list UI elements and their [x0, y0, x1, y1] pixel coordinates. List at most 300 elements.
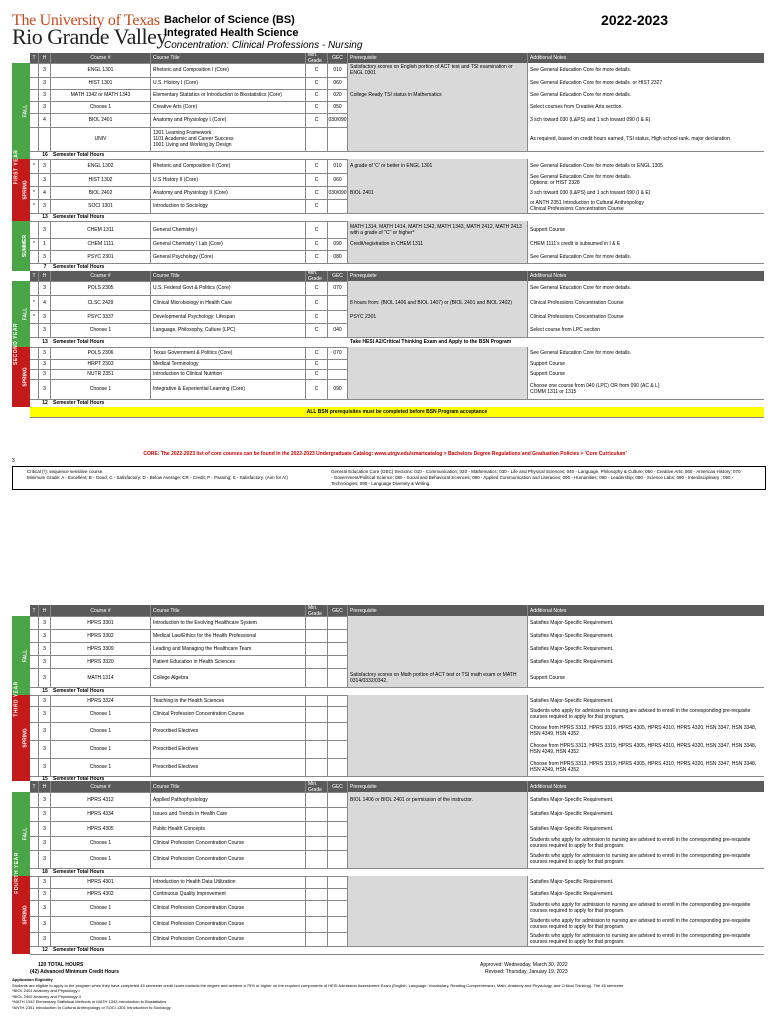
- course-gec: 020: [328, 89, 348, 101]
- course-hours: 3: [39, 932, 51, 946]
- course-hours: 3: [39, 850, 51, 868]
- course-row: [30, 281, 764, 296]
- course-number: Choose 1: [51, 900, 151, 916]
- course-row: [30, 668, 764, 688]
- course-critical: [30, 101, 39, 113]
- course-min-grade: [306, 127, 328, 151]
- course-gec: 030/090: [328, 186, 348, 199]
- course-number: CLSC 2429: [51, 295, 151, 310]
- course-hours: 3: [39, 323, 51, 337]
- total-hours: 120 TOTAL HOURS: [38, 962, 84, 968]
- course-title: Medical Law/Ethics for the Health Professional: [151, 629, 306, 642]
- university-logo-line2: Rio Grande Valley: [12, 24, 167, 49]
- course-title: Clinical Profession Concentration Course: [151, 706, 306, 722]
- course-critical: [30, 836, 39, 850]
- course-number: HPRS 3324: [51, 695, 151, 706]
- course-prereq: College Ready TSI status in Mathematics: [348, 89, 528, 101]
- course-gec: 090: [328, 238, 348, 250]
- course-number: Choose 1: [51, 836, 151, 850]
- course-hours: 3: [39, 722, 51, 740]
- course-min-grade: C: [306, 173, 328, 186]
- course-title: Applied Pathophysiology: [151, 792, 306, 807]
- footnotes-title: Application Eligibility: [12, 977, 53, 982]
- second-year-label: SECOND YEAR: [13, 322, 20, 366]
- concentration-title: Concentration: Clinical Professions - Nursing: [164, 40, 363, 51]
- col-min-grade: Min. Grade: [306, 53, 328, 63]
- legend-critical: Critical (*): sequence sensitive course.: [27, 469, 104, 474]
- course-critical: [30, 722, 39, 740]
- course-notes: Satisfies Major-Specific Requirement.: [528, 695, 764, 706]
- course-min-grade: [306, 792, 328, 807]
- spring-label: SPRING: [22, 180, 29, 200]
- col-h: H: [39, 781, 51, 792]
- footnote-line: Students are eligible to apply to the program when they have completed 45 semester credit hours towards the degree and achieve a 75% or higher on the required components of HESI Admission Assessment Exam (English, Language, Vocabulary, Reading Comprehension, Math, Anatomy and Physiology, and Critical Thinking). The 45 semester: [12, 982, 624, 988]
- degree-title: Bachelor of Science (BS): [164, 14, 295, 26]
- course-critical: [30, 127, 39, 151]
- course-critical: [30, 695, 39, 706]
- course-title: 1301 Learning Framework 1101 Academic and Career Success 1001 Living and Working by Design: [151, 127, 306, 151]
- course-notes: Choose from HPRS 3313, HPRS 3319, HPRS 4305, HPRS 4310, HPRS 4320, HSN 3347, HSN 3348, HSN 4349, HSN 4352: [528, 722, 764, 740]
- course-gec: [328, 695, 348, 706]
- course-notes: Satisfies Major-Specific Requirement.: [528, 888, 764, 900]
- col-course-num: Course #: [51, 781, 151, 792]
- spring-label: SPRING: [22, 728, 29, 748]
- legend-marker: 3: [12, 458, 15, 464]
- course-min-grade: C: [306, 221, 328, 238]
- course-number: BIOL 2402: [51, 186, 151, 199]
- course-title: Introduction to Health Data Utilization: [151, 876, 306, 888]
- course-notes: See General Education Core for more details.: [528, 250, 764, 263]
- course-gec: 060: [328, 77, 348, 89]
- bsn-banner: ALL BSN prerequisites must be completed before BSN Program acceptance: [30, 407, 764, 418]
- course-gec: [328, 369, 348, 379]
- course-number: HRPT 2303: [51, 359, 151, 369]
- course-number: BIOL 2401: [51, 113, 151, 127]
- course-critical: [30, 323, 39, 337]
- course-number: Choose 1: [51, 379, 151, 399]
- course-row: [30, 792, 764, 808]
- course-critical: [30, 758, 39, 776]
- course-number: POLS 2306: [51, 347, 151, 359]
- course-number: CHEM 1111: [51, 238, 151, 250]
- col-min-grade: Min. Grade: [306, 605, 328, 616]
- course-critical: *: [30, 159, 39, 173]
- first-year-label: FIRST YEAR: [13, 149, 20, 185]
- col-t: T: [30, 53, 39, 63]
- course-critical: [30, 629, 39, 642]
- col-t: T: [30, 271, 39, 281]
- course-hours: 3: [39, 616, 51, 629]
- course-gec: [328, 900, 348, 916]
- course-notes: Students who apply for admission to nursing are advised to enroll in the corresponding pre-requisite courses required to apply for that program.: [528, 706, 764, 722]
- semester-total-hours: 15: [42, 688, 48, 694]
- course-critical: [30, 807, 39, 821]
- course-title: Teaching in the Health Sciences: [151, 695, 306, 706]
- course-row: [30, 113, 764, 128]
- course-prereq: [348, 807, 528, 821]
- course-title: Introduction to the Evolving Healthcare System: [151, 616, 306, 629]
- course-row: [30, 655, 764, 669]
- course-prereq: [348, 916, 528, 932]
- course-prereq: [348, 347, 528, 359]
- course-notes: Students who apply for admission to nursing are advised to enroll in the corresponding pre-requisite courses required to apply for that program.: [528, 916, 764, 932]
- course-row: [30, 758, 764, 777]
- footnote-line: *BIOL 2401 Anatomy and Physiology I: [12, 988, 80, 993]
- course-critical: *: [30, 310, 39, 323]
- course-number: HPRS 4312: [51, 792, 151, 807]
- course-number: ENGL 1302: [51, 159, 151, 173]
- course-min-grade: [306, 888, 328, 900]
- course-hours: 3: [39, 369, 51, 379]
- course-title: Clinical Profession Concentration Course: [151, 836, 306, 850]
- course-notes: See General Education Core for more details.: [528, 281, 764, 295]
- course-min-grade: C: [306, 379, 328, 399]
- course-notes: Support Course: [528, 668, 764, 687]
- col-gec: GEC: [328, 605, 348, 616]
- semester-total-hours: 16: [42, 152, 48, 158]
- advanced-hours: (42) Advanced Minimum Credit Hours: [30, 969, 119, 975]
- course-title: Anatomy and Physiology I (Core): [151, 113, 306, 127]
- course-row: [30, 900, 764, 917]
- course-notes: Support Course: [528, 359, 764, 369]
- col-gec: GEC: [328, 271, 348, 281]
- course-min-grade: [306, 876, 328, 888]
- course-critical: [30, 932, 39, 946]
- course-number: HPRS 3301: [51, 616, 151, 629]
- course-prereq: [348, 900, 528, 916]
- course-critical: [30, 173, 39, 186]
- course-number: Choose 1: [51, 850, 151, 868]
- course-title: Clinical Profession Concentration Course: [151, 932, 306, 946]
- course-min-grade: C: [306, 113, 328, 127]
- course-hours: 3: [39, 792, 51, 807]
- course-notes: Clinical Professions Concentration Course: [528, 310, 764, 323]
- course-hours: 3: [39, 310, 51, 323]
- course-prereq: [348, 250, 528, 263]
- course-title: U.S. History I (Core): [151, 77, 306, 89]
- course-prereq: [348, 359, 528, 369]
- course-prereq: [348, 77, 528, 89]
- course-hours: 4: [39, 113, 51, 127]
- course-title: U.S. Federal Govt & Politics (Core): [151, 281, 306, 295]
- course-critical: [30, 347, 39, 359]
- semester-total-hours: 18: [42, 869, 48, 875]
- course-notes: Students who apply for admission to nursing are advised to enroll in the corresponding pre-requisite courses required to apply for that program.: [528, 932, 764, 946]
- course-critical: [30, 916, 39, 932]
- course-row: [30, 807, 764, 822]
- course-hours: 3: [39, 281, 51, 295]
- course-hours: 3: [39, 916, 51, 932]
- course-notes: Select courses from Creative Arts section.: [528, 101, 764, 113]
- course-prereq: [348, 379, 528, 399]
- course-notes: Satisfies Major-Specific Requirement.: [528, 616, 764, 629]
- col-course-num: Course #: [51, 271, 151, 281]
- semester-total-hours: 13: [42, 339, 48, 345]
- course-critical: *: [30, 295, 39, 310]
- col-h: H: [39, 271, 51, 281]
- course-number: HPRS 4334: [51, 807, 151, 821]
- semester-total-label: Semester Total Hours: [53, 688, 105, 694]
- course-number: NUTR 2351: [51, 369, 151, 379]
- course-row: [30, 127, 764, 152]
- course-prereq: Credit/registration in CHEM 1311: [348, 238, 528, 250]
- semester-total-label: Semester Total Hours: [53, 339, 105, 345]
- hesi-note: Take HESI A2/Critical Thinking Exam and Apply to the BSN Program: [350, 339, 512, 345]
- course-min-grade: C: [306, 359, 328, 369]
- course-row: [30, 821, 764, 837]
- course-gec: 070: [328, 281, 348, 295]
- course-notes: or ANTH 2351 Introduction to Cultural Anthropology Clinical Professions Concentration Course: [528, 199, 764, 213]
- course-notes: See General Education Core for more details. or HIST 2327: [528, 77, 764, 89]
- course-row: [30, 916, 764, 933]
- col-min-grade: Min. Grade: [306, 271, 328, 281]
- course-number: HIST 1301: [51, 77, 151, 89]
- course-notes: Support Course: [528, 221, 764, 238]
- course-row: [30, 173, 764, 187]
- course-min-grade: [306, 916, 328, 932]
- course-prereq: [348, 836, 528, 850]
- semester-total-label: Semester Total Hours: [53, 152, 105, 158]
- third-fourth-year-table: [12, 605, 764, 962]
- course-min-grade: [306, 758, 328, 776]
- course-critical: [30, 221, 39, 238]
- course-min-grade: C: [306, 369, 328, 379]
- course-gec: [328, 616, 348, 629]
- course-title: Rhetoric and Composition II (Core): [151, 159, 306, 173]
- university-logo-line1: The University of Texas: [12, 12, 160, 29]
- course-min-grade: [306, 668, 328, 687]
- third-year-label: THIRD YEAR: [13, 680, 20, 717]
- course-row: [30, 740, 764, 759]
- course-title: General Chemistry I Lab (Core): [151, 238, 306, 250]
- course-gec: 030/090: [328, 113, 348, 127]
- course-prereq: [348, 629, 528, 642]
- course-gec: [328, 199, 348, 213]
- course-row: [30, 836, 764, 851]
- course-prereq: Satisfactory scores on Math portion of ACT test or TSI math exam or MATH 0314/0332/0342.: [348, 668, 528, 687]
- course-notes: Choose from HPRS 3313, HPRS 3319, HPRS 4305, HPRS 4310, HPRS 4320, HSN 3347, HSN 3348, HSN 4349, HSN 4352: [528, 740, 764, 758]
- course-title: Anatomy and Physiology II (Core): [151, 186, 306, 199]
- course-notes: Satisfies Major-Specific Requirement.: [528, 876, 764, 888]
- course-row: [30, 221, 764, 239]
- course-hours: 4: [39, 295, 51, 310]
- course-hours: 3: [39, 250, 51, 263]
- legend-gec: General Education Core (GEC) Sections: 010 - Communication; 020 - Mathematics; 030 - Life and Physical Sciences; 040 - Language, Philosophy & Culture; 050 - Creative Arts; 060 - American History; 070 - Government/Political Science; 080 - Social and Behavioral Sciences; 090 - Applied Communication and Literacies; 090 - Humanities; 090 - Leadership; 090 - Science Labs; 090 - Interdisciplinary ; 090 - Technologies; 090 - Language Diversity & Writing.: [331, 469, 741, 486]
- revised-date: Revised: Thursday, January 19, 2023: [485, 969, 568, 975]
- course-row: [30, 629, 764, 643]
- course-title: Introduction to Clinical Nutrition: [151, 369, 306, 379]
- course-prereq: [348, 173, 528, 186]
- course-gec: [328, 722, 348, 740]
- course-hours: 3: [39, 101, 51, 113]
- course-notes: See General Education Core for more details. Options: or HIST 2328: [528, 173, 764, 186]
- course-gec: [328, 655, 348, 668]
- course-prereq: BIOL 2401: [348, 186, 528, 199]
- course-critical: [30, 359, 39, 369]
- col-prereq: Prerequisite: [348, 781, 528, 792]
- col-gec: GEC: [328, 781, 348, 792]
- course-critical: [30, 63, 39, 77]
- course-title: Issues and Trends in Health Care: [151, 807, 306, 821]
- col-course-num: Course #: [51, 605, 151, 616]
- course-critical: *: [30, 199, 39, 213]
- course-critical: [30, 668, 39, 687]
- course-gec: [328, 836, 348, 850]
- course-min-grade: C: [306, 238, 328, 250]
- page-header: [0, 0, 768, 52]
- course-title: Clinical Profession Concentration Course: [151, 850, 306, 868]
- course-min-grade: [306, 616, 328, 629]
- semester-total-hours: 15: [42, 776, 48, 781]
- course-row: [30, 310, 764, 324]
- course-hours: 3: [39, 655, 51, 668]
- course-min-grade: C: [306, 186, 328, 199]
- course-hours: 3: [39, 347, 51, 359]
- course-min-grade: C: [306, 295, 328, 310]
- col-gec: GEC: [328, 53, 348, 63]
- course-notes: Choose from HPRS 3313, HPRS 3319, HPRS 4305, HPRS 4310, HPRS 4320, HSN 3347, HSN 3348, HSN 4349, HSN 4352: [528, 758, 764, 776]
- course-hours: 3: [39, 63, 51, 77]
- course-min-grade: C: [306, 281, 328, 295]
- col-min-grade: Min. Grade: [306, 781, 328, 792]
- course-hours: 3: [39, 888, 51, 900]
- course-hours: 3: [39, 668, 51, 687]
- course-row: [30, 186, 764, 200]
- semester-total-hours: 12: [42, 947, 48, 953]
- course-prereq: [348, 821, 528, 836]
- course-prereq: [348, 876, 528, 888]
- semester-total-label: Semester Total Hours: [53, 214, 105, 220]
- course-title: Patient Education in Health Sciences: [151, 655, 306, 668]
- col-course-num: Course #: [51, 53, 151, 63]
- semester-total-hours: 12: [42, 400, 48, 406]
- course-row: [30, 63, 764, 78]
- fall-label: FALL: [22, 104, 29, 118]
- col-notes: Additional Notes: [530, 783, 567, 790]
- course-row: [30, 616, 764, 630]
- totals-block: [30, 962, 119, 976]
- course-min-grade: [306, 850, 328, 868]
- course-critical: *: [30, 238, 39, 250]
- spring-label: SPRING: [22, 905, 29, 925]
- course-notes: See General Education Core for more details.: [528, 89, 764, 101]
- course-min-grade: C: [306, 310, 328, 323]
- course-number: Choose 1: [51, 722, 151, 740]
- course-gec: 070: [328, 347, 348, 359]
- course-min-grade: C: [306, 77, 328, 89]
- course-gec: [328, 821, 348, 836]
- course-number: SOCI 1301: [51, 199, 151, 213]
- course-min-grade: [306, 706, 328, 722]
- course-notes: CHEM 1111's credit is subsumed in I & E: [528, 238, 764, 250]
- course-title: General Psychology (Core): [151, 250, 306, 263]
- course-critical: [30, 89, 39, 101]
- course-prereq: [348, 706, 528, 722]
- course-min-grade: [306, 900, 328, 916]
- semester-total-label: Semester Total Hours: [53, 400, 105, 406]
- course-gec: 060: [328, 173, 348, 186]
- course-hours: 3: [39, 629, 51, 642]
- course-min-grade: C: [306, 347, 328, 359]
- course-title: Prescribed Electives: [151, 722, 306, 740]
- course-prereq: [348, 722, 528, 740]
- course-gec: [328, 807, 348, 821]
- semester-total-label: Semester Total Hours: [53, 264, 105, 270]
- course-hours: 3: [39, 173, 51, 186]
- course-prereq: [348, 199, 528, 213]
- course-gec: [328, 792, 348, 807]
- course-notes: Satisfies Major-Specific Requirement.: [528, 807, 764, 821]
- course-prereq: [348, 369, 528, 379]
- course-row: [30, 722, 764, 741]
- course-notes: Students who apply for admission to nursing are advised to enroll in the corresponding pre-requisite courses required to apply for that program.: [528, 836, 764, 850]
- course-gec: [328, 221, 348, 238]
- course-number: Choose 1: [51, 740, 151, 758]
- course-critical: [30, 740, 39, 758]
- course-notes: Students who apply for admission to nursing are advised to enroll in the corresponding pre-requisite courses required to apply for that program.: [528, 850, 764, 868]
- course-title: Prescribed Electives: [151, 758, 306, 776]
- semester-total-hours: 7: [43, 264, 47, 270]
- course-hours: 3: [39, 77, 51, 89]
- course-gec: 010: [328, 63, 348, 77]
- course-critical: [30, 888, 39, 900]
- course-critical: [30, 655, 39, 668]
- course-notes: Choose one course from 040 (LPC) OR from 090 (AC & L) COMM 1311 or 1315: [528, 379, 764, 399]
- course-number: Choose 1: [51, 323, 151, 337]
- course-prereq: 8 hours from: (BIOL 1406 and BIOL 1407) or (BIOL 2401 and BIOL 2402): [348, 295, 528, 310]
- course-title: Developmental Psychology: Lifespan: [151, 310, 306, 323]
- course-title: Rhetoric and Composition I (Core): [151, 63, 306, 77]
- course-critical: [30, 706, 39, 722]
- course-min-grade: C: [306, 101, 328, 113]
- col-prereq: Prerequisite: [348, 271, 528, 281]
- course-title: Continuous Quality Improvement: [151, 888, 306, 900]
- course-title: Clinical Profession Concentration Course: [151, 916, 306, 932]
- course-gec: [328, 850, 348, 868]
- course-critical: [30, 113, 39, 127]
- course-hours: 3: [39, 159, 51, 173]
- course-number: HPRS 3320: [51, 655, 151, 668]
- course-title: Clinical Profession Concentration Course: [151, 900, 306, 916]
- first-second-year-table: [12, 53, 764, 451]
- course-row: [30, 850, 764, 869]
- spring-label: SPRING: [22, 367, 29, 387]
- footnote-line: *MATH 1342 Elementary Statistical Methods or MATH 1343 Introduction to Biostatistics: [12, 999, 167, 1004]
- course-gec: 090: [328, 379, 348, 399]
- course-prereq: [348, 113, 528, 127]
- course-min-grade: [306, 836, 328, 850]
- course-notes: See General Education Core for more details.: [528, 63, 764, 77]
- course-number: PSYC 3337: [51, 310, 151, 323]
- course-notes: Satisfies Major-Specific Requirement.: [528, 642, 764, 655]
- course-notes: Satisfies Major-Specific Requirement.: [528, 792, 764, 807]
- course-notes: Students who apply for admission to nursing are advised to enroll in the corresponding pre-requisite courses required to apply for that program.: [528, 900, 764, 916]
- course-prereq: [348, 642, 528, 655]
- course-number: HPRS 3302: [51, 629, 151, 642]
- course-prereq: [348, 758, 528, 776]
- course-gec: [328, 642, 348, 655]
- course-number: POLS 2305: [51, 281, 151, 295]
- course-gec: [328, 629, 348, 642]
- col-notes: Additional Notes: [530, 55, 567, 61]
- course-number: HPRS 4305: [51, 821, 151, 836]
- course-title: Creative Arts (Core): [151, 101, 306, 113]
- col-notes: Additional Notes: [530, 273, 567, 279]
- course-number: Choose 1: [51, 706, 151, 722]
- col-t: T: [30, 781, 39, 792]
- course-critical: [30, 77, 39, 89]
- program-title: Integrated Health Science: [164, 27, 299, 39]
